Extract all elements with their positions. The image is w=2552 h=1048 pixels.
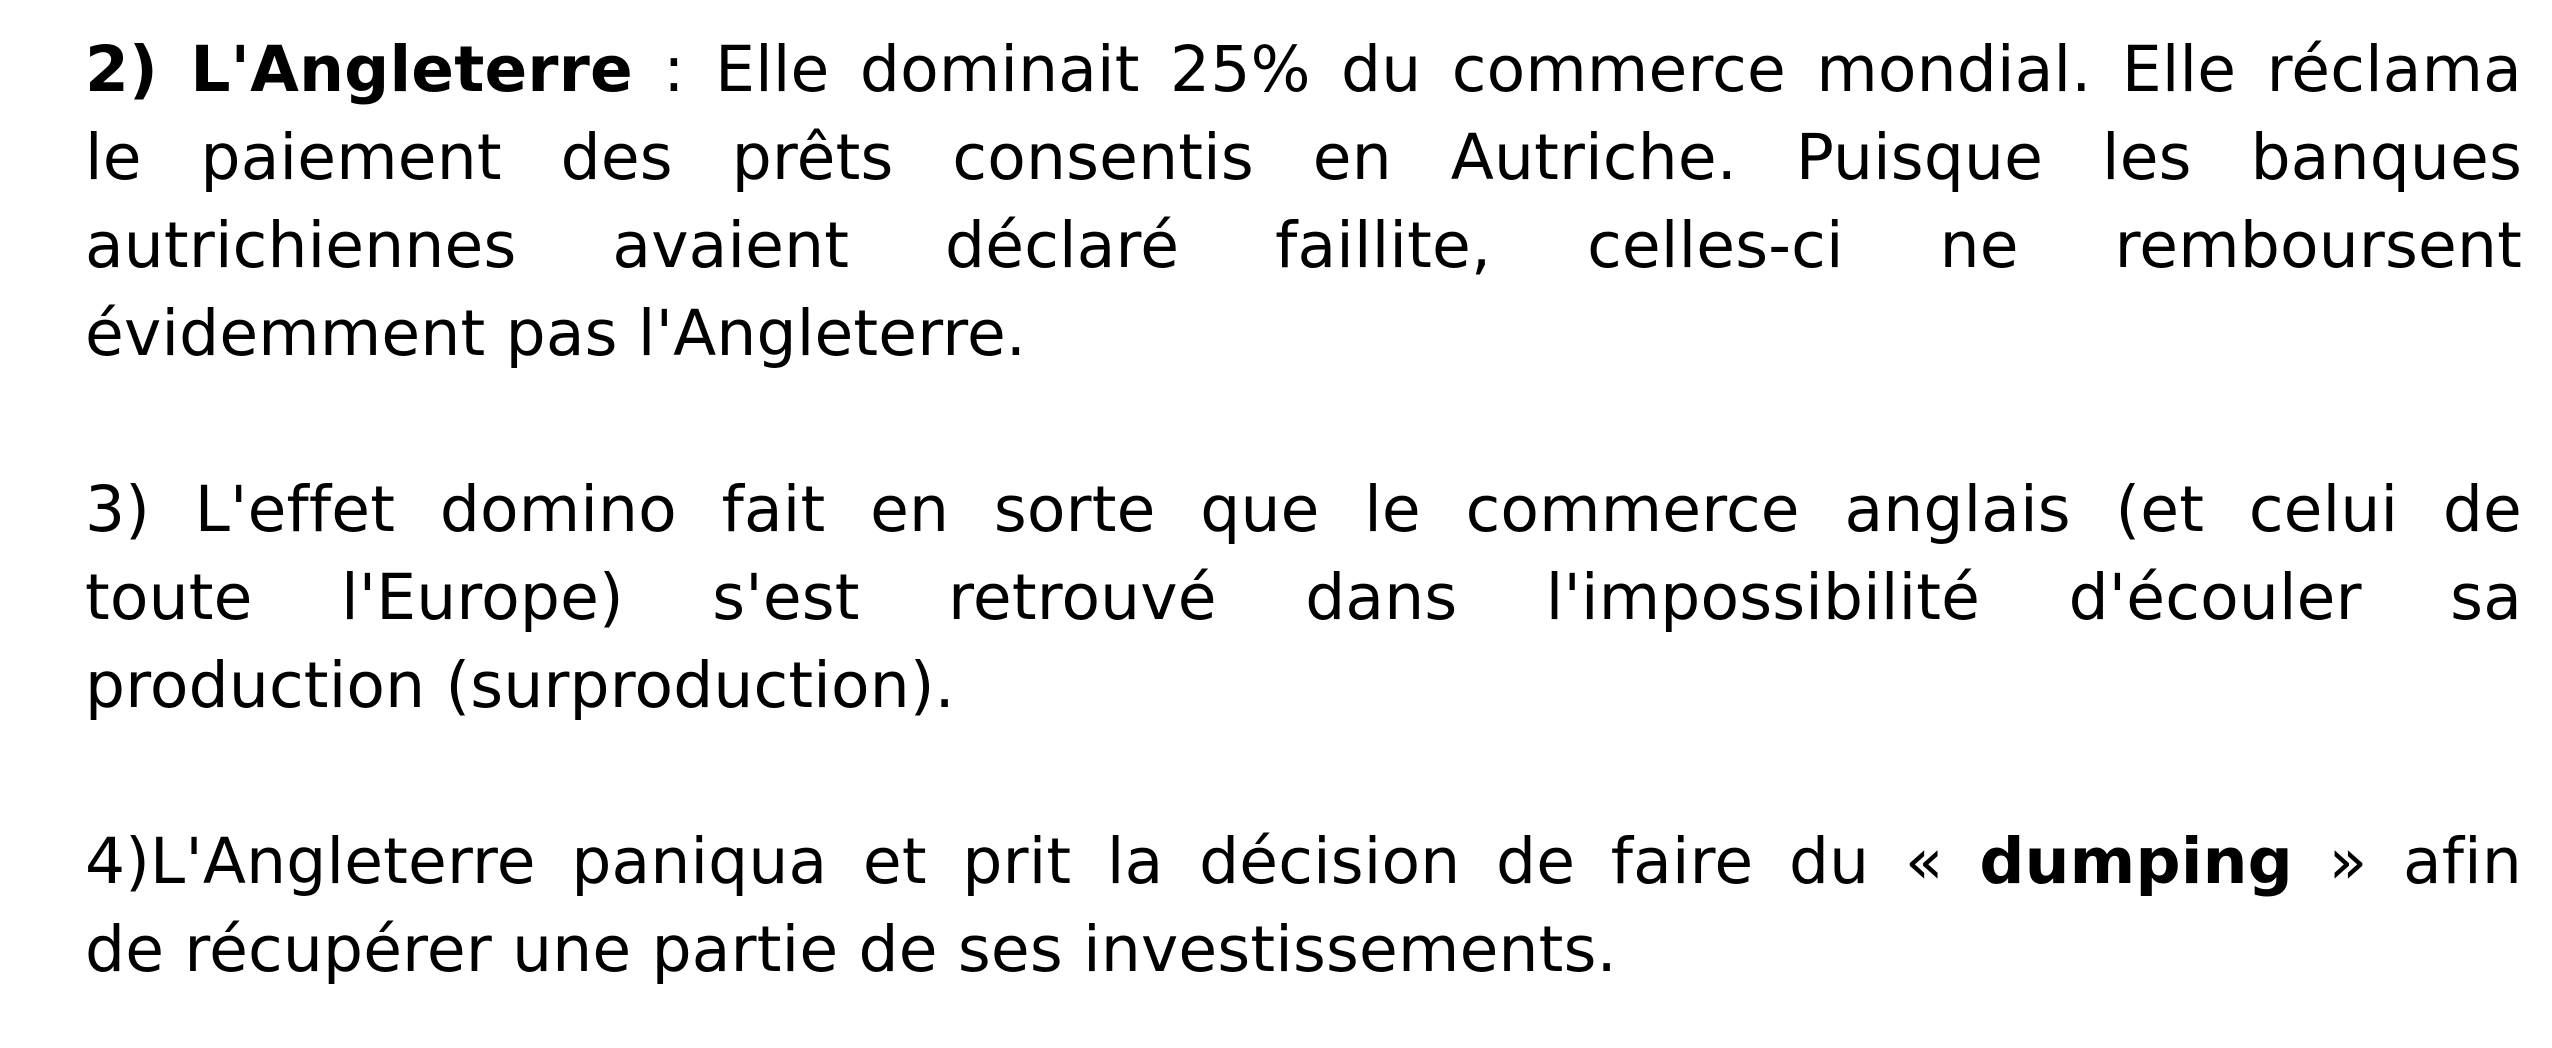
text-line [85, 290, 2522, 378]
text-segment: 3) L'effet domino fait en sorte que le commerce anglais (et celui de [85, 473, 2522, 546]
text-segment: 4)L'Angleterre paniqua et prit la décision de faire du « [85, 825, 1980, 898]
text-line [85, 906, 2522, 994]
text-segment: : Elle dominait 25% du commerce mondial. Elle réclama [632, 33, 2522, 106]
paragraph [85, 26, 2522, 378]
text-line [85, 818, 2522, 906]
paragraph [85, 466, 2522, 730]
text-line [85, 202, 2522, 290]
text-line [85, 466, 2522, 554]
text-segment: autrichiennes avaient déclaré faillite, celles-ci ne remboursent [85, 209, 2522, 282]
bold-text-segment: 2) L'Angleterre [85, 33, 633, 106]
text-line [85, 26, 2522, 114]
text-segment: de récupérer une partie de ses investissements. [85, 913, 1617, 986]
text-segment: le paiement des prêts consentis en Autriche. Puisque les banques [85, 121, 2522, 194]
text-segment: production (surproduction). [85, 649, 955, 722]
bold-text-segment: dumping [1979, 825, 2293, 898]
paragraph [85, 818, 2522, 994]
text-line [85, 114, 2522, 202]
text-segment: » afin [2292, 825, 2522, 898]
text-segment: toute l'Europe) s'est retrouvé dans l'impossibilité d'écouler sa [85, 561, 2522, 634]
text-line [85, 554, 2522, 642]
text-line [85, 642, 2522, 730]
text-segment: évidemment pas l'Angleterre. [85, 297, 1027, 370]
